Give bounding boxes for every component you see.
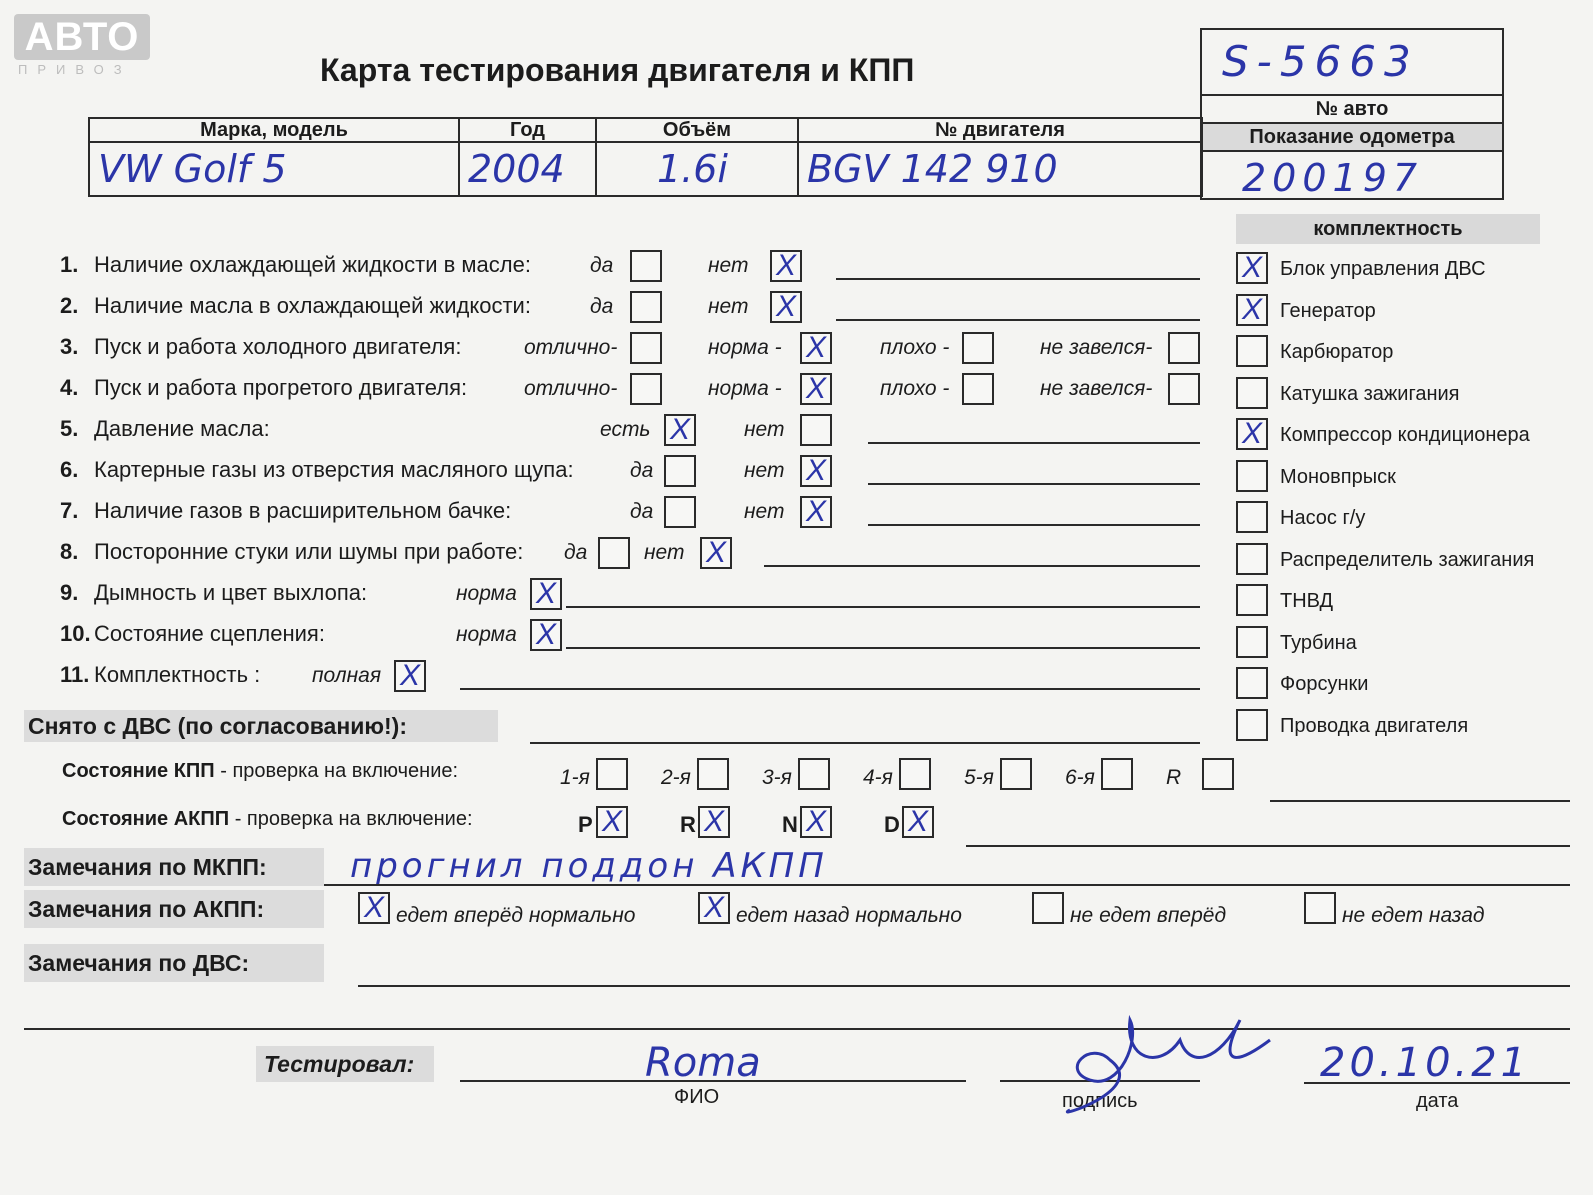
akpp-bold: Состояние АКПП	[62, 808, 230, 830]
odometer-label: Показание одометра	[1202, 122, 1502, 152]
komplekt-item: Генератор	[1280, 299, 1376, 322]
sign-label: подпись	[1062, 1090, 1138, 1112]
logo-main: АВТО	[14, 14, 150, 60]
mkpp-notes-line	[324, 884, 1570, 886]
akpp-mode-checkbox[interactable]: X	[596, 806, 628, 838]
akpp-mode-label: P	[578, 812, 593, 837]
option-label-a: полная	[312, 664, 382, 687]
option-label-b: нет	[744, 500, 785, 523]
komplekt-checkbox[interactable]	[1236, 460, 1268, 492]
item-number: 7.	[60, 498, 79, 523]
checkbox-d[interactable]	[1168, 332, 1200, 364]
option-label-a: да	[590, 254, 614, 277]
checkbox-b[interactable]: X	[800, 332, 832, 364]
komplekt-item: Компрессор кондиционера	[1280, 424, 1530, 446]
dvs-notes-line-2	[24, 1028, 1570, 1030]
komplekt-checkbox[interactable]	[1236, 709, 1268, 741]
akpp-option-label: не едет назад	[1342, 904, 1485, 927]
option-label-b: нет	[708, 295, 749, 318]
komplekt-item: Катушка зажигания	[1280, 382, 1460, 405]
odometer-value: 200197	[1242, 156, 1424, 200]
dvs-notes-line	[358, 985, 1570, 987]
komplekt-checkbox[interactable]	[1236, 584, 1268, 616]
item-text: Пуск и работа прогретого двигателя:	[94, 375, 468, 400]
gear-checkbox[interactable]	[1202, 758, 1234, 790]
komplekt-item: Карбюратор	[1280, 341, 1394, 363]
item-line	[836, 278, 1200, 280]
gear-label: 3-я	[762, 766, 792, 789]
kpp-bold: Состояние КПП	[62, 760, 215, 782]
checkbox-a[interactable]	[630, 332, 662, 364]
item-text: Наличие газов в расширительном бачке:	[94, 498, 512, 523]
komplekt-item: Насос г/у	[1280, 507, 1366, 529]
option-label-c: плохо -	[880, 336, 950, 359]
item-line	[566, 647, 1200, 649]
date-line	[1304, 1082, 1570, 1084]
checkbox-c[interactable]	[962, 332, 994, 364]
fio-label: ФИО	[674, 1086, 720, 1108]
checkbox-a[interactable]	[598, 537, 630, 569]
akpp-mode-label: R	[680, 812, 696, 837]
gear-checkbox[interactable]	[899, 758, 931, 790]
item-text: Картерные газы из отверстия масляного щупа:	[94, 457, 574, 482]
checkbox-b[interactable]	[800, 414, 832, 446]
mkpp-notes-label: Замечания по МКПП:	[24, 848, 324, 886]
auto-number-label: № авто	[1315, 98, 1389, 120]
checkbox-b[interactable]: X	[800, 373, 832, 405]
komplekt-checkbox[interactable]	[1236, 335, 1268, 367]
col-model: Марка, модель	[200, 119, 348, 141]
option-label-a: есть	[600, 418, 651, 441]
gear-label: 6-я	[1065, 766, 1095, 789]
item-line	[764, 565, 1200, 567]
gear-label: 1-я	[560, 766, 590, 789]
gear-label: 5-я	[964, 766, 994, 789]
gear-checkbox[interactable]	[798, 758, 830, 790]
test-date: 20.10.21	[1320, 1040, 1531, 1086]
komplekt-checkbox[interactable]: X	[1236, 294, 1268, 326]
auto-box	[1200, 28, 1504, 200]
komplekt-item: Моновпрыск	[1280, 465, 1396, 488]
signature	[1030, 1000, 1280, 1130]
akpp-mode-checkbox[interactable]: X	[902, 806, 934, 838]
komplekt-item: ТНВД	[1280, 590, 1334, 612]
item-text: Давление масла:	[94, 416, 270, 441]
gear-checkbox[interactable]	[1101, 758, 1133, 790]
tested-label: Тестировал:	[256, 1046, 434, 1082]
model-value: VW Golf 5	[98, 147, 287, 191]
akpp-mode-checkbox[interactable]: X	[800, 806, 832, 838]
item-number: 4.	[60, 375, 79, 400]
option-label-c: плохо -	[880, 377, 950, 400]
checkbox-a[interactable]: X	[530, 619, 562, 651]
checkbox-b[interactable]: X	[770, 291, 802, 323]
item-number: 8.	[60, 539, 79, 564]
checkbox-b[interactable]: X	[800, 496, 832, 528]
option-label-d: не завелся-	[1040, 336, 1153, 359]
akpp-label	[62, 808, 473, 831]
komplekt-checkbox[interactable]: X	[1236, 252, 1268, 284]
col-volume: Объём	[662, 119, 732, 141]
removed-label: Снято с ДВС (по согласованию!):	[24, 710, 498, 742]
akpp-mode-label: D	[884, 812, 900, 837]
item-text: Наличие масла в охлаждающей жидкости:	[94, 293, 531, 318]
gear-label: 2-я	[661, 766, 691, 789]
item-text: Пуск и работа холодного двигателя:	[94, 334, 462, 359]
checkbox-b[interactable]: X	[700, 537, 732, 569]
gear-checkbox[interactable]	[1000, 758, 1032, 790]
option-label-a: норма	[456, 623, 517, 646]
komplekt-checkbox[interactable]	[1236, 377, 1268, 409]
item-number: 2.	[60, 293, 79, 318]
item-number: 1.	[60, 252, 79, 277]
gear-label: R	[1166, 766, 1182, 789]
komplekt-item: Распределитель зажигания	[1280, 548, 1535, 571]
komplekt-checkbox[interactable]	[1236, 667, 1268, 699]
item-line	[566, 606, 1200, 608]
checkbox-c[interactable]	[962, 373, 994, 405]
akpp-option-checkbox[interactable]	[1304, 892, 1336, 924]
kpp-line	[1270, 800, 1570, 802]
option-label-b: норма -	[708, 377, 782, 400]
akpp-rest: - проверка на включение:	[229, 808, 473, 830]
komplekt-item: Форсунки	[1280, 673, 1369, 695]
komplekt-checkbox[interactable]	[1236, 626, 1268, 658]
tester-name: Roma	[645, 1040, 761, 1086]
checkbox-b[interactable]: X	[800, 455, 832, 487]
item-text: Комплектность :	[94, 662, 261, 687]
komplekt-item: Блок управления ДВС	[1280, 258, 1486, 280]
option-label-a: отлично-	[524, 377, 618, 400]
option-label-a: норма	[456, 582, 517, 605]
item-line	[868, 524, 1200, 526]
checkbox-a[interactable]: X	[530, 578, 562, 610]
komplekt-checkbox[interactable]	[1236, 501, 1268, 533]
komplekt-item: Турбина	[1280, 631, 1357, 654]
akpp-mode-checkbox[interactable]: X	[698, 806, 730, 838]
akpp-option-label: не едет вперёд	[1070, 904, 1227, 927]
komplekt-head: комплектность	[1236, 214, 1540, 244]
item-number: 9.	[60, 580, 79, 605]
mkpp-notes-value: прогнил поддон АКПП	[350, 846, 828, 886]
item-number: 6.	[60, 457, 79, 482]
item-line	[868, 483, 1200, 485]
akpp-line	[966, 845, 1570, 847]
year-value: 2004	[468, 147, 565, 191]
checkbox-a[interactable]	[664, 455, 696, 487]
komplekt-item: Проводка двигателя	[1280, 714, 1469, 737]
option-label-a: да	[630, 459, 654, 482]
item-line	[460, 688, 1200, 690]
akpp-notes-label: Замечания по АКПП:	[24, 890, 324, 928]
logo	[14, 14, 150, 80]
engine-number-value: BGV 142 910	[807, 147, 1058, 191]
option-label-b: нет	[744, 418, 785, 441]
checkbox-d[interactable]	[1168, 373, 1200, 405]
akpp-option-checkbox[interactable]: X	[698, 892, 730, 924]
checkbox-a[interactable]	[664, 496, 696, 528]
kpp-label	[62, 760, 458, 783]
komplekt-checkbox[interactable]	[1236, 543, 1268, 575]
gear-checkbox[interactable]	[697, 758, 729, 790]
option-label-b: нет	[644, 541, 685, 564]
item-line	[836, 319, 1200, 321]
item-number: 5.	[60, 416, 79, 441]
option-label-b: нет	[708, 254, 749, 277]
option-label-b: нет	[744, 459, 785, 482]
col-year: Год	[510, 119, 545, 141]
option-label-a: да	[630, 500, 654, 523]
item-text: Дымность и цвет выхлопа:	[94, 580, 368, 605]
checkbox-a[interactable]	[630, 291, 662, 323]
removed-line	[530, 742, 1200, 744]
gear-checkbox[interactable]	[596, 758, 628, 790]
fio-line	[460, 1080, 966, 1082]
item-number: 10.	[60, 621, 91, 646]
kpp-rest: - проверка на включение:	[214, 760, 459, 782]
akpp-option-checkbox[interactable]: X	[358, 892, 390, 924]
akpp-option-label: едет вперёд нормально	[396, 904, 636, 927]
checkbox-a[interactable]	[630, 250, 662, 282]
akpp-mode-label: N	[782, 812, 798, 837]
item-line	[868, 442, 1200, 444]
logo-sub: ПРИВОЗ	[18, 62, 132, 77]
akpp-option-checkbox[interactable]	[1032, 892, 1064, 924]
page-title: Карта тестирования двигателя и КПП	[320, 52, 915, 88]
item-text: Состояние сцепления:	[94, 621, 325, 646]
col-engine: № двигателя	[935, 119, 1065, 141]
checkbox-b[interactable]: X	[770, 250, 802, 282]
checkbox-a[interactable]: X	[394, 660, 426, 692]
option-label-d: не завелся-	[1040, 377, 1153, 400]
option-label-b: норма -	[708, 336, 782, 359]
dvs-notes-label: Замечания по ДВС:	[24, 944, 324, 982]
checkbox-a[interactable]	[630, 373, 662, 405]
checkbox-a[interactable]: X	[664, 414, 696, 446]
option-label-a: да	[590, 295, 614, 318]
komplekt-checkbox[interactable]: X	[1236, 418, 1268, 450]
item-text: Посторонние стуки или шумы при работе:	[94, 539, 524, 564]
item-number: 11.	[60, 662, 90, 687]
akpp-option-label: едет назад нормально	[736, 904, 962, 927]
option-label-a: да	[564, 541, 588, 564]
volume-value: 1.6i	[657, 147, 728, 191]
auto-number: S-5663	[1202, 30, 1502, 96]
item-number: 3.	[60, 334, 79, 359]
date-label: дата	[1416, 1090, 1459, 1112]
item-text: Наличие охлаждающей жидкости в масле:	[94, 252, 531, 277]
option-label-a: отлично-	[524, 336, 618, 359]
vehicle-table	[88, 117, 1203, 197]
gear-label: 4-я	[863, 766, 893, 789]
